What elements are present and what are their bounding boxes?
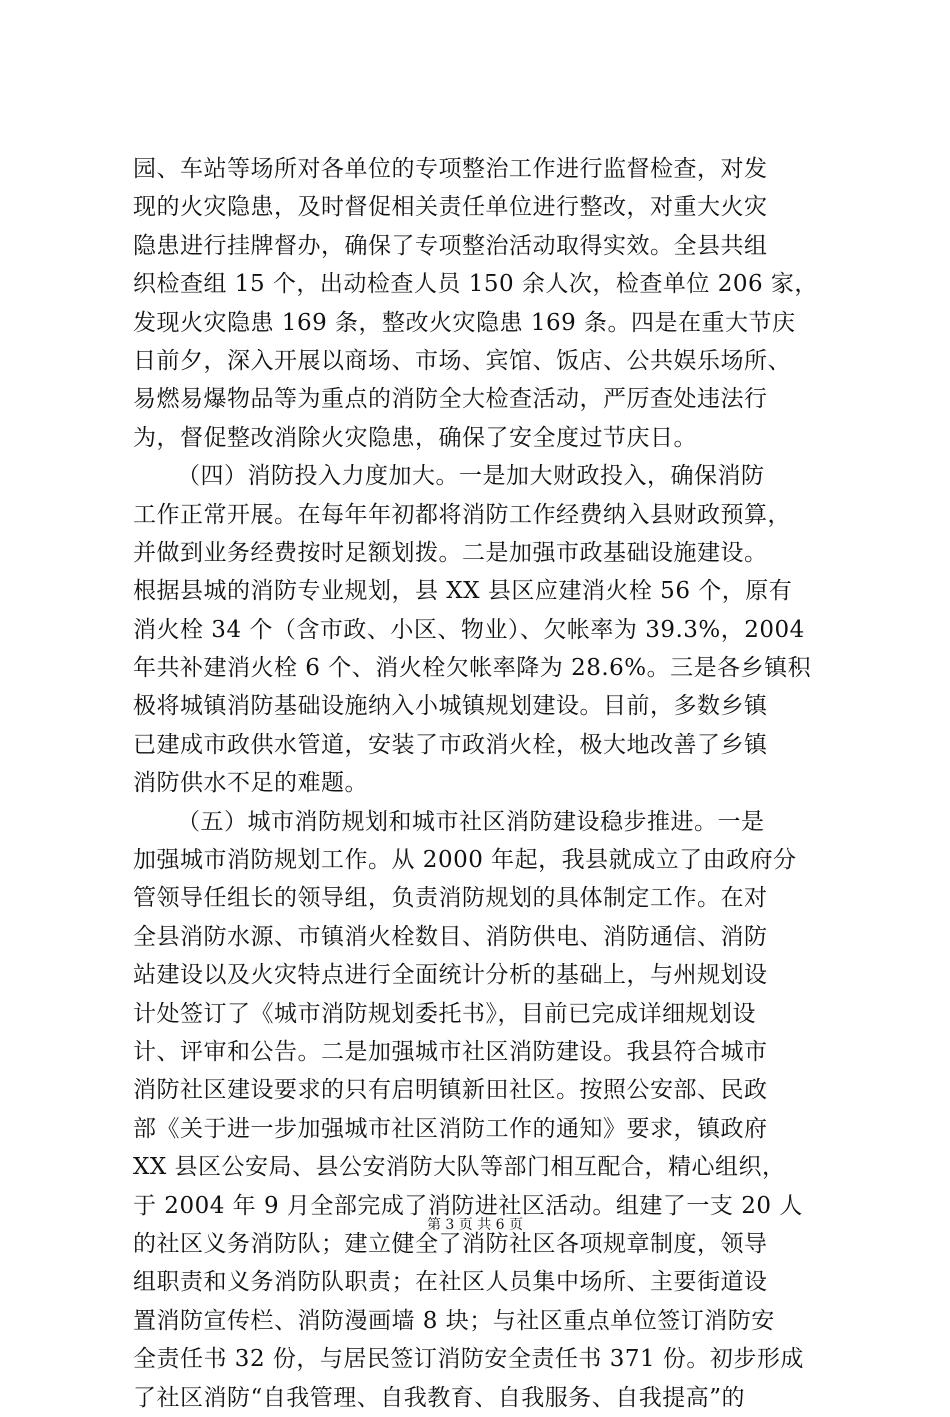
text-line: 日前夕，深入开展以商场、市场、宾馆、饭店、公共娱乐场所、 — [133, 347, 791, 374]
section-heading-line: （五）城市消防规划和城市社区消防建设稳步推进。一是 — [177, 808, 765, 835]
text-line: 现的火灾隐患，及时督促相关责任单位进行整改，对重大火灾 — [133, 194, 768, 221]
text-line: 计、评审和公告。二是加强城市社区消防建设。我县符合城市 — [133, 1038, 768, 1065]
text-line: 极将城镇消防基础设施纳入小城镇规划建设。目前，多数乡镇 — [133, 693, 768, 720]
text-line: XX 县区公安局、县公安消防大队等部门相互配合，精心组织， — [133, 1154, 786, 1181]
text-line: 织检查组 15 个，出动检查人员 150 余人次，检查单位 206 家， — [133, 271, 818, 298]
text-line: 于 2004 年 9 月全部完成了消防进社区活动。组建了一支 20 人 — [133, 1192, 803, 1219]
text-line: 已建成市政供水管道，安装了市政消火栓，极大地改善了乡镇 — [133, 731, 768, 758]
text-line: 站建设以及火灾特点进行全面统计分析的基础上，与州规划设 — [133, 962, 768, 989]
text-line: 了社区消防“自我管理、自我教育、自我服务、自我提高”的 — [133, 1384, 746, 1411]
text-line: 并做到业务经费按时足额划拨。二是加强市政基础设施建设。 — [133, 539, 768, 566]
text-line: 园、车站等场所对各单位的专项整治工作进行监督检查，对发 — [133, 156, 768, 182]
text-line: 消防供水不足的难题。 — [133, 770, 368, 797]
section-heading-line: （四）消防投入力度加大。一是加大财政投入，确保消防 — [177, 463, 765, 490]
text-line: 的社区义务消防队；建立健全了消防社区各项规章制度，领导 — [133, 1230, 768, 1257]
text-line: 组职责和义务消防队职责；在社区人员集中场所、主要街道设 — [133, 1269, 768, 1296]
text-line: 根据县城的消防专业规划，县 XX 县区应建消火栓 56 个，原有 — [133, 578, 793, 605]
text-line: 工作正常开展。在每年年初都将消防工作经费纳入县财政预算， — [133, 501, 791, 528]
page-footer — [0, 1215, 950, 1235]
text-line: 管领导任组长的领导组，负责消防规划的具体制定工作。在对 — [133, 885, 768, 912]
text-line: 部《关于进一步加强城市社区消防工作的通知》要求，镇政府 — [133, 1115, 768, 1142]
text-line: 消火栓 34 个（含市政、小区、物业）、欠帐率为 39.3%，2004 — [133, 616, 805, 643]
page-number: 第 3 页 共 6 页 — [426, 1217, 524, 1233]
text-line: 加强城市消防规划工作。从 2000 年起，我县就成立了由政府分 — [133, 847, 797, 874]
text-line: 隐患进行挂牌督办，确保了专项整治活动取得实效。全县共组 — [133, 232, 768, 259]
text-line: 年共补建消火栓 6 个、消火栓欠帐率降为 28.6%。三是各乡镇积 — [133, 655, 812, 682]
text-line: 为，督促整改消除火灾隐患，确保了安全度过节庆日。 — [133, 424, 697, 451]
text-line: 全责任书 32 份，与居民签订消防安全责任书 371 份。初步形成 — [133, 1346, 804, 1373]
text-line: 消防社区建设要求的只有启明镇新田社区。按照公安部、民政 — [133, 1077, 768, 1104]
text-line: 发现火灾隐患 169 条，整改火灾隐患 169 条。四是在重大节庆 — [133, 309, 796, 336]
text-line: 全县消防水源、市镇消火栓数目、消防供电、消防通信、消防 — [133, 923, 768, 950]
text-line: 易燃易爆物品等为重点的消防全大检查活动，严厉查处违法行 — [133, 386, 768, 413]
text-line: 置消防宣传栏、消防漫画墙 8 块；与社区重点单位签订消防安 — [133, 1307, 775, 1334]
text-line: 计处签订了《城市消防规划委托书》，目前已完成详细规划设 — [133, 1000, 756, 1027]
